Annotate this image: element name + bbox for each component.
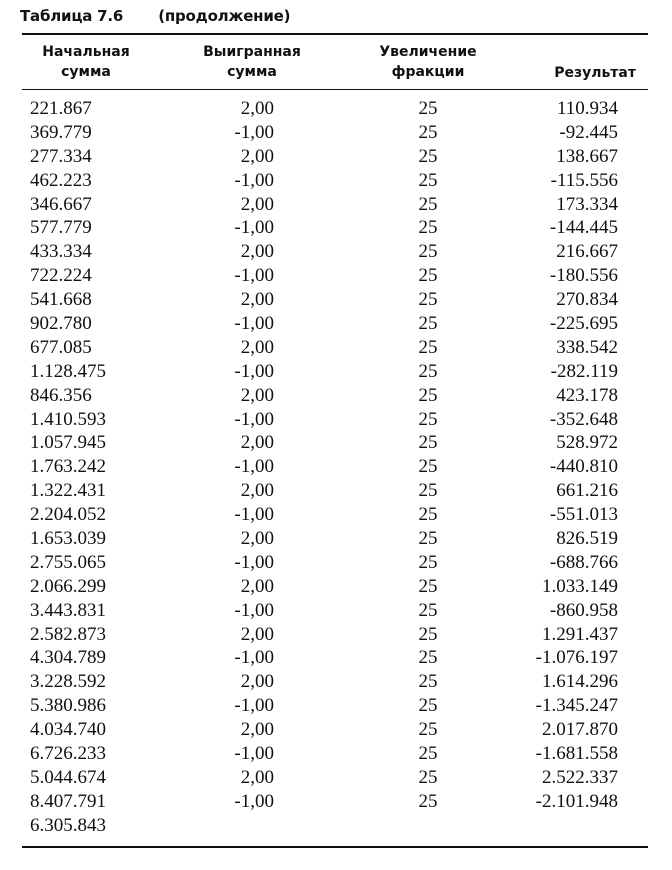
fraction-cell: 25 xyxy=(418,599,438,621)
start-amount-cell: 2.204.052 xyxy=(30,504,106,526)
table-row xyxy=(0,360,672,384)
result-cell: 2.017.870 xyxy=(542,719,618,741)
result-cell: 338.542 xyxy=(556,336,618,358)
won-amount-cell: -1,00 xyxy=(234,456,274,478)
fraction-cell: 25 xyxy=(418,145,438,167)
fraction-cell: 25 xyxy=(418,121,438,143)
fraction-cell: 25 xyxy=(418,575,438,597)
table-bottom-rule xyxy=(22,846,648,848)
won-amount-cell: 2,00 xyxy=(240,241,274,263)
fraction-cell: 25 xyxy=(418,456,438,478)
start-amount-cell: 2.582.873 xyxy=(30,623,106,645)
fraction-cell: 25 xyxy=(418,313,438,335)
fraction-cell: 25 xyxy=(418,551,438,573)
won-amount-cell: -1,00 xyxy=(234,217,274,239)
won-amount-cell: 2,00 xyxy=(240,432,274,454)
start-amount-cell: 5.380.986 xyxy=(30,695,106,717)
start-amount-cell: 5.044.674 xyxy=(30,766,106,788)
start-amount-cell: 4.304.789 xyxy=(30,647,106,669)
won-amount-cell: 2,00 xyxy=(240,719,274,741)
table-row xyxy=(0,169,672,193)
won-amount-cell: -1,00 xyxy=(234,695,274,717)
fraction-cell: 25 xyxy=(418,193,438,215)
table-row xyxy=(0,599,672,623)
table-row xyxy=(0,790,672,814)
table-row xyxy=(0,455,672,479)
won-amount-cell: 2,00 xyxy=(240,98,274,119)
table-body xyxy=(0,97,672,838)
fraction-cell: 25 xyxy=(418,408,438,430)
fraction-cell: 25 xyxy=(418,98,438,119)
won-amount-cell: -1,00 xyxy=(234,360,274,382)
fraction-cell: 25 xyxy=(418,719,438,741)
start-amount-cell: 577.779 xyxy=(30,217,92,239)
table-row xyxy=(0,551,672,575)
result-cell: -860.958 xyxy=(549,599,618,621)
won-amount-cell: -1,00 xyxy=(234,743,274,765)
start-amount-cell: 1.128.475 xyxy=(30,360,106,382)
start-amount-cell: 1.653.039 xyxy=(30,528,106,550)
start-amount-cell: 3.228.592 xyxy=(30,671,106,693)
start-amount-cell: 722.224 xyxy=(30,265,92,287)
won-amount-cell: -1,00 xyxy=(234,790,274,812)
table-row xyxy=(0,216,672,240)
won-amount-cell: -1,00 xyxy=(234,599,274,621)
start-amount-cell: 846.356 xyxy=(30,384,92,406)
table-caption xyxy=(20,7,290,25)
table-row xyxy=(0,742,672,766)
start-amount-cell: 2.755.065 xyxy=(30,551,106,573)
start-amount-cell: 277.334 xyxy=(30,145,92,167)
table-row xyxy=(0,193,672,217)
result-cell: 216.667 xyxy=(556,241,618,263)
result-cell: -144.445 xyxy=(549,217,618,239)
won-amount-cell: 2,00 xyxy=(240,766,274,788)
won-amount-cell: -1,00 xyxy=(234,504,274,526)
fraction-cell: 25 xyxy=(418,743,438,765)
table-row xyxy=(0,431,672,455)
start-amount-cell: 2.066.299 xyxy=(30,575,106,597)
result-cell: 270.834 xyxy=(556,289,618,311)
table-row xyxy=(0,766,672,790)
won-amount-cell: 2,00 xyxy=(240,528,274,550)
fraction-cell: 25 xyxy=(418,360,438,382)
result-cell: -1.345.247 xyxy=(535,695,618,717)
fraction-cell: 25 xyxy=(418,384,438,406)
result-cell: 110.934 xyxy=(556,98,618,119)
table-row xyxy=(0,503,672,527)
table-row xyxy=(0,527,672,551)
start-amount-cell: 4.034.740 xyxy=(30,719,106,741)
start-amount-cell: 541.668 xyxy=(30,289,92,311)
won-amount-cell: -1,00 xyxy=(234,551,274,573)
won-amount-cell: 2,00 xyxy=(240,193,274,215)
result-cell: 1.614.296 xyxy=(542,671,618,693)
won-amount-cell: 2,00 xyxy=(240,671,274,693)
table-row xyxy=(0,312,672,336)
table-row xyxy=(0,814,672,838)
column-header-won-amount: Выигранная сумма xyxy=(203,44,301,80)
column-header-result: Результат xyxy=(554,65,636,81)
fraction-cell: 25 xyxy=(418,432,438,454)
result-cell: 1.033.149 xyxy=(542,575,618,597)
start-amount-cell: 8.407.791 xyxy=(30,790,106,812)
start-amount-cell: 1.057.945 xyxy=(30,432,106,454)
result-cell: 423.178 xyxy=(556,384,618,406)
fraction-cell: 25 xyxy=(418,504,438,526)
start-amount-cell: 462.223 xyxy=(30,169,92,191)
start-amount-cell: 6.305.843 xyxy=(30,814,106,836)
fraction-cell: 25 xyxy=(418,336,438,358)
header-divider xyxy=(22,89,648,90)
start-amount-cell: 1.763.242 xyxy=(30,456,106,478)
table-row xyxy=(0,646,672,670)
result-cell: -115.556 xyxy=(550,169,618,191)
table-row xyxy=(0,670,672,694)
table-caption-title: Таблица 7.6 xyxy=(20,7,124,25)
won-amount-cell: 2,00 xyxy=(240,289,274,311)
table-row xyxy=(0,718,672,742)
won-amount-cell: 2,00 xyxy=(240,623,274,645)
fraction-cell: 25 xyxy=(418,169,438,191)
fraction-cell: 25 xyxy=(418,241,438,263)
result-cell: 138.667 xyxy=(556,145,618,167)
won-amount-cell: 2,00 xyxy=(240,575,274,597)
result-cell: -352.648 xyxy=(549,408,618,430)
result-cell: -2.101.948 xyxy=(535,790,618,812)
result-cell: 826.519 xyxy=(556,528,618,550)
fraction-cell: 25 xyxy=(418,528,438,550)
result-cell: -1.681.558 xyxy=(535,743,618,765)
won-amount-cell: -1,00 xyxy=(234,408,274,430)
table-row xyxy=(0,479,672,503)
won-amount-cell: -1,00 xyxy=(234,313,274,335)
result-cell: -180.556 xyxy=(549,265,618,287)
table-caption-subtitle: (продолжение) xyxy=(158,7,291,25)
result-cell: -225.695 xyxy=(549,313,618,335)
result-cell: 528.972 xyxy=(556,432,618,454)
start-amount-cell: 3.443.831 xyxy=(30,599,106,621)
start-amount-cell: 221.867 xyxy=(30,98,92,119)
result-cell: 2.522.337 xyxy=(542,766,618,788)
fraction-cell: 25 xyxy=(418,695,438,717)
table-row xyxy=(0,121,672,145)
table-row xyxy=(0,384,672,408)
table-row xyxy=(0,288,672,312)
fraction-cell: 25 xyxy=(418,623,438,645)
start-amount-cell: 346.667 xyxy=(30,193,92,215)
won-amount-cell: 2,00 xyxy=(240,480,274,502)
column-header-start-amount: Начальная сумма xyxy=(42,44,130,80)
start-amount-cell: 677.085 xyxy=(30,336,92,358)
result-cell: 1.291.437 xyxy=(542,623,618,645)
result-cell: -688.766 xyxy=(549,551,618,573)
table-row xyxy=(0,575,672,599)
fraction-cell: 25 xyxy=(418,289,438,311)
fraction-cell: 25 xyxy=(418,766,438,788)
fraction-cell: 25 xyxy=(418,265,438,287)
won-amount-cell: -1,00 xyxy=(234,647,274,669)
start-amount-cell: 1.322.431 xyxy=(30,480,106,502)
table-top-rule xyxy=(22,33,648,35)
start-amount-cell: 433.334 xyxy=(30,241,92,263)
start-amount-cell: 369.779 xyxy=(30,121,92,143)
fraction-cell: 25 xyxy=(418,647,438,669)
won-amount-cell: -1,00 xyxy=(234,265,274,287)
fraction-cell: 25 xyxy=(418,790,438,812)
result-cell: -282.119 xyxy=(550,360,618,382)
table-row xyxy=(0,145,672,169)
table-row xyxy=(0,97,672,121)
result-cell: 173.334 xyxy=(556,193,618,215)
table-row xyxy=(0,623,672,647)
table-row xyxy=(0,408,672,432)
table-row xyxy=(0,336,672,360)
start-amount-cell: 1.410.593 xyxy=(30,408,106,430)
result-cell: -440.810 xyxy=(549,456,618,478)
start-amount-cell: 902.780 xyxy=(30,313,92,335)
fraction-cell: 25 xyxy=(418,217,438,239)
result-cell: -92.445 xyxy=(559,121,618,143)
table-row xyxy=(0,264,672,288)
table-row xyxy=(0,694,672,718)
fraction-cell: 25 xyxy=(418,480,438,502)
result-cell: 661.216 xyxy=(556,480,618,502)
won-amount-cell: -1,00 xyxy=(234,169,274,191)
result-cell: -551.013 xyxy=(549,504,618,526)
won-amount-cell: 2,00 xyxy=(240,336,274,358)
start-amount-cell: 6.726.233 xyxy=(30,743,106,765)
column-header-fraction-increase: Увеличение фракции xyxy=(379,44,477,80)
won-amount-cell: 2,00 xyxy=(240,384,274,406)
won-amount-cell: 2,00 xyxy=(240,145,274,167)
result-cell: -1.076.197 xyxy=(535,647,618,669)
table-row xyxy=(0,240,672,264)
won-amount-cell: -1,00 xyxy=(234,121,274,143)
fraction-cell: 25 xyxy=(418,671,438,693)
